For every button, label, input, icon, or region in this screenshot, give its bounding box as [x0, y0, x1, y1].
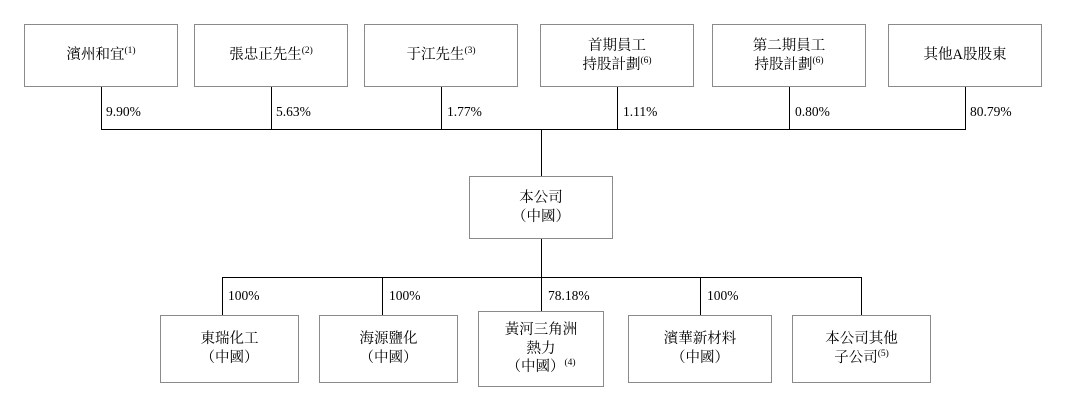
shareholder-box-1 — [24, 24, 178, 87]
subsidiary-label-4-line2: （中國） — [671, 350, 729, 366]
connector-subsidiary-2 — [382, 277, 383, 315]
footnote-marker-2: (2) — [301, 46, 313, 57]
subsidiary-label-5-line1: 本公司其他 — [825, 331, 898, 348]
connector-shareholder-2 — [271, 87, 272, 129]
connector-bus-to-company — [541, 129, 542, 176]
connector-shareholder-6 — [965, 87, 966, 129]
subsidiary-label-4-line1: 濱華新材料 — [663, 331, 737, 348]
subsidiary-percent-4: 100% — [707, 288, 739, 303]
shareholder-box-6 — [888, 24, 1042, 87]
subsidiary-box-2 — [319, 315, 458, 383]
company-box — [469, 176, 613, 239]
subsidiary-label-1-line1: 東瑞化工 — [200, 331, 259, 348]
shareholder-box-3 — [364, 24, 518, 87]
shareholder-label-4-line2: 持股計劃$^{(6)}$ — [582, 55, 652, 73]
subsidiary-label-2-line1: 海源鹽化 — [359, 331, 418, 348]
connector-subsidiary-4 — [700, 277, 701, 315]
company-label-line1: 本公司 — [519, 189, 563, 206]
shareholder-label-1: 濱州和宜$^{(1)}$ — [66, 46, 136, 64]
company-label-line2: （中國） — [512, 208, 570, 225]
shareholder-label-5-line2: 持股計劃$^{(6)}$ — [754, 55, 824, 73]
ownership-percent-1: 9.90% — [106, 104, 141, 119]
connector-subsidiary-1 — [222, 277, 223, 315]
ownership-percent-2: 5.63% — [276, 104, 311, 119]
footnote-marker-3: (3) — [464, 46, 476, 57]
subsidiary-label-5-line2: 子公司$^{(5)}$ — [834, 349, 889, 366]
subsidiary-percent-2: 100% — [389, 288, 421, 303]
subsidiary-box-3 — [478, 311, 604, 387]
shareholder-label-2: 張忠正先生$^{(2)}$ — [229, 46, 313, 64]
subsidiary-label-3-line3: （中國）$^{(4)}$ — [506, 358, 576, 376]
shareholder-box-4 — [540, 24, 694, 87]
ownership-percent-3: 1.77% — [447, 104, 482, 119]
shareholder-label-4-line1: 首期員工 — [588, 37, 646, 54]
connector-shareholder-1 — [101, 87, 102, 129]
subsidiary-percent-1: 100% — [228, 288, 260, 303]
shareholder-label-3: 于江先生$^{(3)}$ — [406, 46, 476, 64]
footnote-marker-subsidiary-5: (5) — [877, 349, 889, 360]
subsidiary-box-1 — [160, 315, 299, 383]
ownership-percent-4: 1.11% — [623, 104, 658, 119]
footnote-marker-subsidiary-3: (4) — [564, 358, 576, 369]
footnote-marker-4: (6) — [640, 55, 652, 66]
connector-subsidiary-5 — [861, 277, 862, 315]
subsidiary-label-2-line2: （中國） — [359, 350, 418, 366]
shareholder-label-6: 其他A股股東 — [923, 47, 1007, 64]
shareholder-label-5-line1: 第二期員工 — [752, 37, 826, 54]
shareholder-box-2 — [194, 24, 348, 87]
connector-shareholder-5 — [789, 87, 790, 129]
connector-company-to-bus — [541, 239, 542, 277]
subsidiary-label-3-line2: 熱力 — [526, 340, 556, 357]
ownership-percent-6: 80.79% — [970, 104, 1012, 119]
subsidiary-percent-3: 78.18% — [548, 288, 590, 303]
connector-shareholder-3 — [441, 87, 442, 129]
subsidiary-label-3-line1: 黃河三角洲 — [504, 321, 578, 338]
shareholder-bus-line — [101, 129, 966, 130]
ownership-percent-5: 0.80% — [795, 104, 830, 119]
connector-shareholder-4 — [617, 87, 618, 129]
connector-subsidiary-3 — [541, 277, 542, 315]
footnote-marker-1: (1) — [124, 46, 136, 57]
footnote-marker-5: (6) — [812, 55, 824, 66]
subsidiary-label-1-line2: （中國） — [200, 350, 259, 366]
subsidiary-box-5 — [792, 315, 931, 383]
shareholder-box-5 — [712, 24, 866, 87]
subsidiary-box-4 — [628, 315, 772, 383]
